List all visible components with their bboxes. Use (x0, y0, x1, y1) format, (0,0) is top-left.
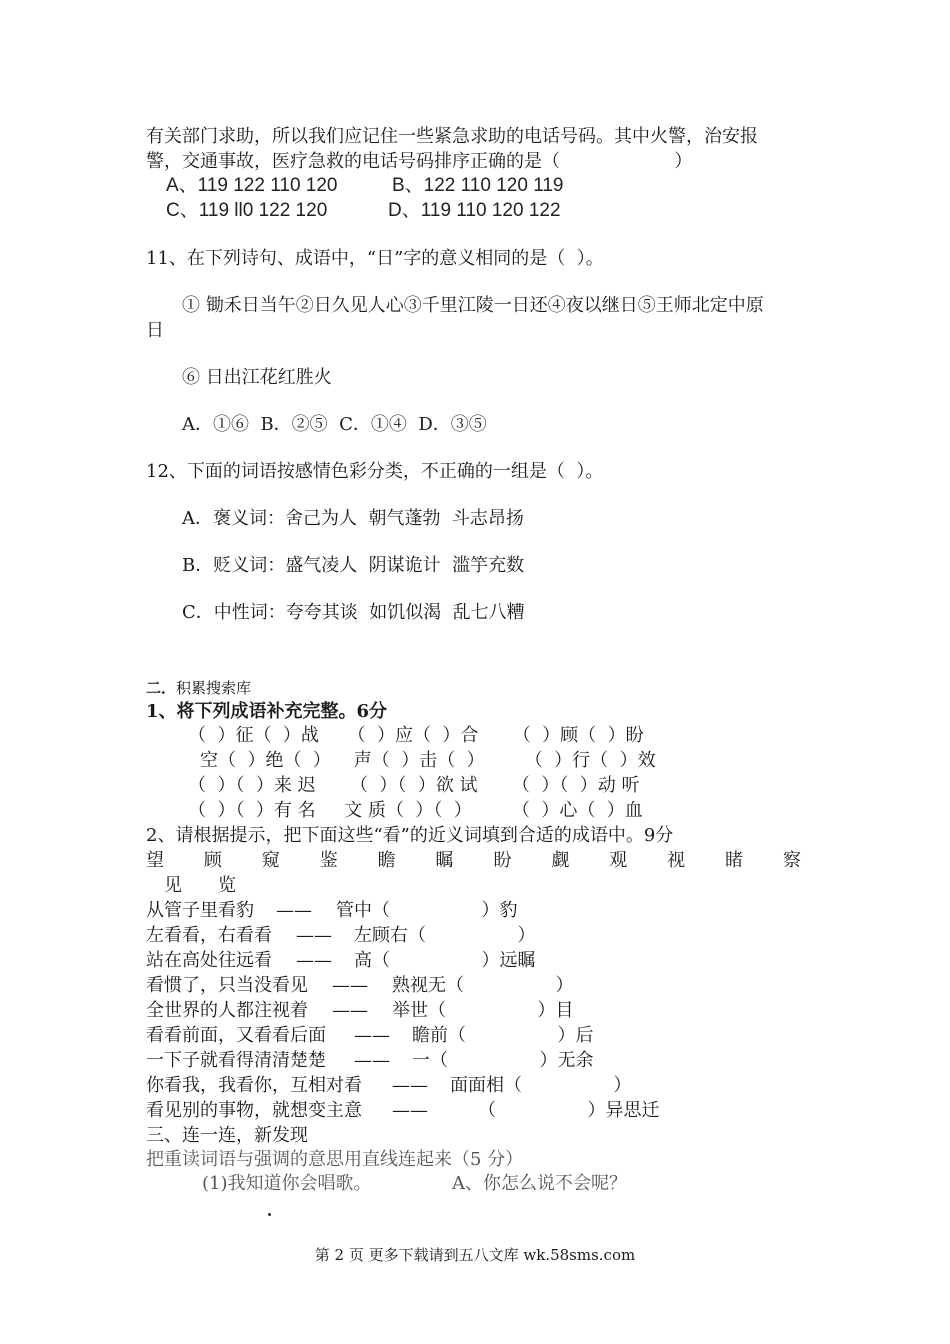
fill-row-4-dash: —— (332, 975, 368, 996)
page-footer: 第 2 页 更多下载请到五八文库 wk.58sms.com (314, 1246, 636, 1264)
q10-line2: 警，交通事故，医疗急救的电话号码排序正确的是（ ） (146, 151, 693, 172)
word-bank-row-1 (146, 849, 801, 873)
word-bank-item: 望 (146, 850, 164, 871)
section3-right-item-a: A、你怎么说不会呢？ (452, 1173, 627, 1194)
fill-row-1-hint: 从管子里看豹 (146, 900, 254, 921)
fill-row-8-hint: 你看我，我看你，互相对看 (146, 1075, 362, 1096)
idiom-row-4: （ ）（ ）有 名 文 质（ ）（ ） （ ）心（ ）血 (188, 800, 643, 821)
q11-items-line3: ⑥ 日出江花红胜火 (182, 367, 332, 388)
fill-row-4-hint: 看惯了，只当没看见 (146, 975, 308, 996)
word-bank-item: 瞻 (377, 850, 396, 871)
word-bank-item: 览 (218, 875, 236, 896)
section2-title: 积累搜索库 (176, 679, 252, 697)
section2-q1-title: 1、将下列成语补充完整。6分 (146, 701, 388, 722)
q12-stem: 12、下面的词语按感情色彩分类，不正确的一组是（ ）。 (146, 461, 604, 482)
section2-heading (146, 676, 251, 700)
fill-row-1-answer: 管中（ ）豹 (336, 900, 518, 921)
fill-row-5-dash: —— (332, 1000, 368, 1021)
q12-option-c: C．中性词：夸夸其谈 如饥似渴 乱七八糟 (182, 602, 525, 623)
fill-row-7-answer: 一（ ）无余 (412, 1050, 594, 1071)
fill-row-2-hint: 左看看，右看看 (146, 925, 272, 946)
word-bank-item: 睹 (725, 850, 744, 871)
section2-q2-title: 2、请根据提示，把下面这些“看”的近义词填到合适的成语中。9分 (146, 825, 674, 846)
section3-left-item-1: (1)我知道你会唱歌。 (202, 1173, 372, 1194)
word-bank-item: 观 (609, 850, 628, 871)
q11-items-line2: 日 (146, 320, 164, 341)
section3-instruction: 把重读词语与强调的意思用直线连起来（5 分） (146, 1149, 524, 1170)
q11-items-line1: ① 锄禾日当午②日久见人心③千里江陵一日还④夜以继日⑤王师北定中原 (182, 295, 764, 316)
idiom-row-1: （ ）征（ ）战 （ ）应（ ）合 （ ）顾（ ）盼 (188, 725, 644, 746)
fill-row-6-dash: —— (354, 1025, 390, 1046)
fill-row-7-hint: 一下子就看得清清楚楚 (146, 1050, 326, 1071)
word-bank-item: 盼 (493, 850, 512, 871)
word-bank-item: 鉴 (319, 850, 338, 871)
section3-title: 三、连一连，新发现 (146, 1125, 308, 1146)
emphasis-dot (268, 1213, 271, 1216)
word-bank-item: 顾 (203, 850, 222, 871)
fill-row-5-hint: 全世界的人都注视着 (146, 1000, 308, 1021)
q11-options: A．①⑥ B．②⑤ C．①④ D．③⑤ (182, 414, 487, 435)
fill-row-9-hint: 看见别的事物，就想变主意 (146, 1100, 362, 1121)
idiom-row-3: （ ）（ ）来 迟 （ ）（ ）欲 试 （ ）（ ）动 听 (188, 775, 640, 796)
word-bank-item: 瞩 (435, 850, 454, 871)
fill-row-6-hint: 看看前面，又看看后面 (146, 1025, 326, 1046)
q12-option-a: A．褒义词：舍己为人 朝气蓬勃 斗志昂扬 (182, 508, 524, 529)
fill-row-9-answer: （ ）异思迁 (478, 1100, 660, 1121)
word-bank-row-2 (164, 874, 236, 898)
q10-option-a: A、119 122 110 120 (166, 175, 338, 196)
word-bank-item: 见 (164, 875, 182, 896)
word-bank-item: 觑 (551, 850, 570, 871)
fill-row-6-answer: 瞻前（ ）后 (412, 1025, 594, 1046)
q10-option-d: D、119 110 120 122 (388, 200, 561, 221)
fill-row-8-dash: —— (392, 1075, 428, 1096)
fill-row-5-answer: 举世（ ）目 (392, 1000, 574, 1021)
fill-row-8-answer: 面面相（ ） (450, 1075, 632, 1096)
section2-number: 二． (146, 679, 177, 697)
fill-row-4-answer: 熟视无（ ） (392, 975, 574, 996)
q10-line1: 有关部门求助，所以我们应记住一些紧急求助的电话号码。其中火警，治安报 (146, 126, 758, 147)
q12-option-b: B．贬义词：盛气凌人 阴谋诡计 滥竽充数 (182, 555, 525, 576)
q10-option-c: C、119 ll0 122 120 (166, 200, 328, 221)
idiom-row-2: 空（ ）绝（ ） 声（ ）击（ ） （ ）行（ ）效 (200, 750, 656, 771)
word-bank-item: 察 (782, 850, 801, 871)
fill-row-3-answer: 高（ ）远瞩 (354, 950, 536, 971)
q10-option-b: B、122 110 120 119 (392, 175, 564, 196)
fill-row-3-hint: 站在高处往远看 (146, 950, 272, 971)
fill-row-2-answer: 左顾右（ ） (354, 925, 536, 946)
fill-row-9-dash: —— (392, 1100, 428, 1121)
fill-row-2-dash: —— (296, 925, 332, 946)
fill-row-3-dash: —— (296, 950, 332, 971)
word-bank-item: 窥 (261, 850, 280, 871)
fill-row-1-dash: —— (276, 900, 312, 921)
fill-row-7-dash: —— (354, 1050, 390, 1071)
q11-stem: 11、在下列诗句、成语中，“日”字的意义相同的是（ ）。 (146, 248, 604, 269)
word-bank-item: 视 (667, 850, 686, 871)
